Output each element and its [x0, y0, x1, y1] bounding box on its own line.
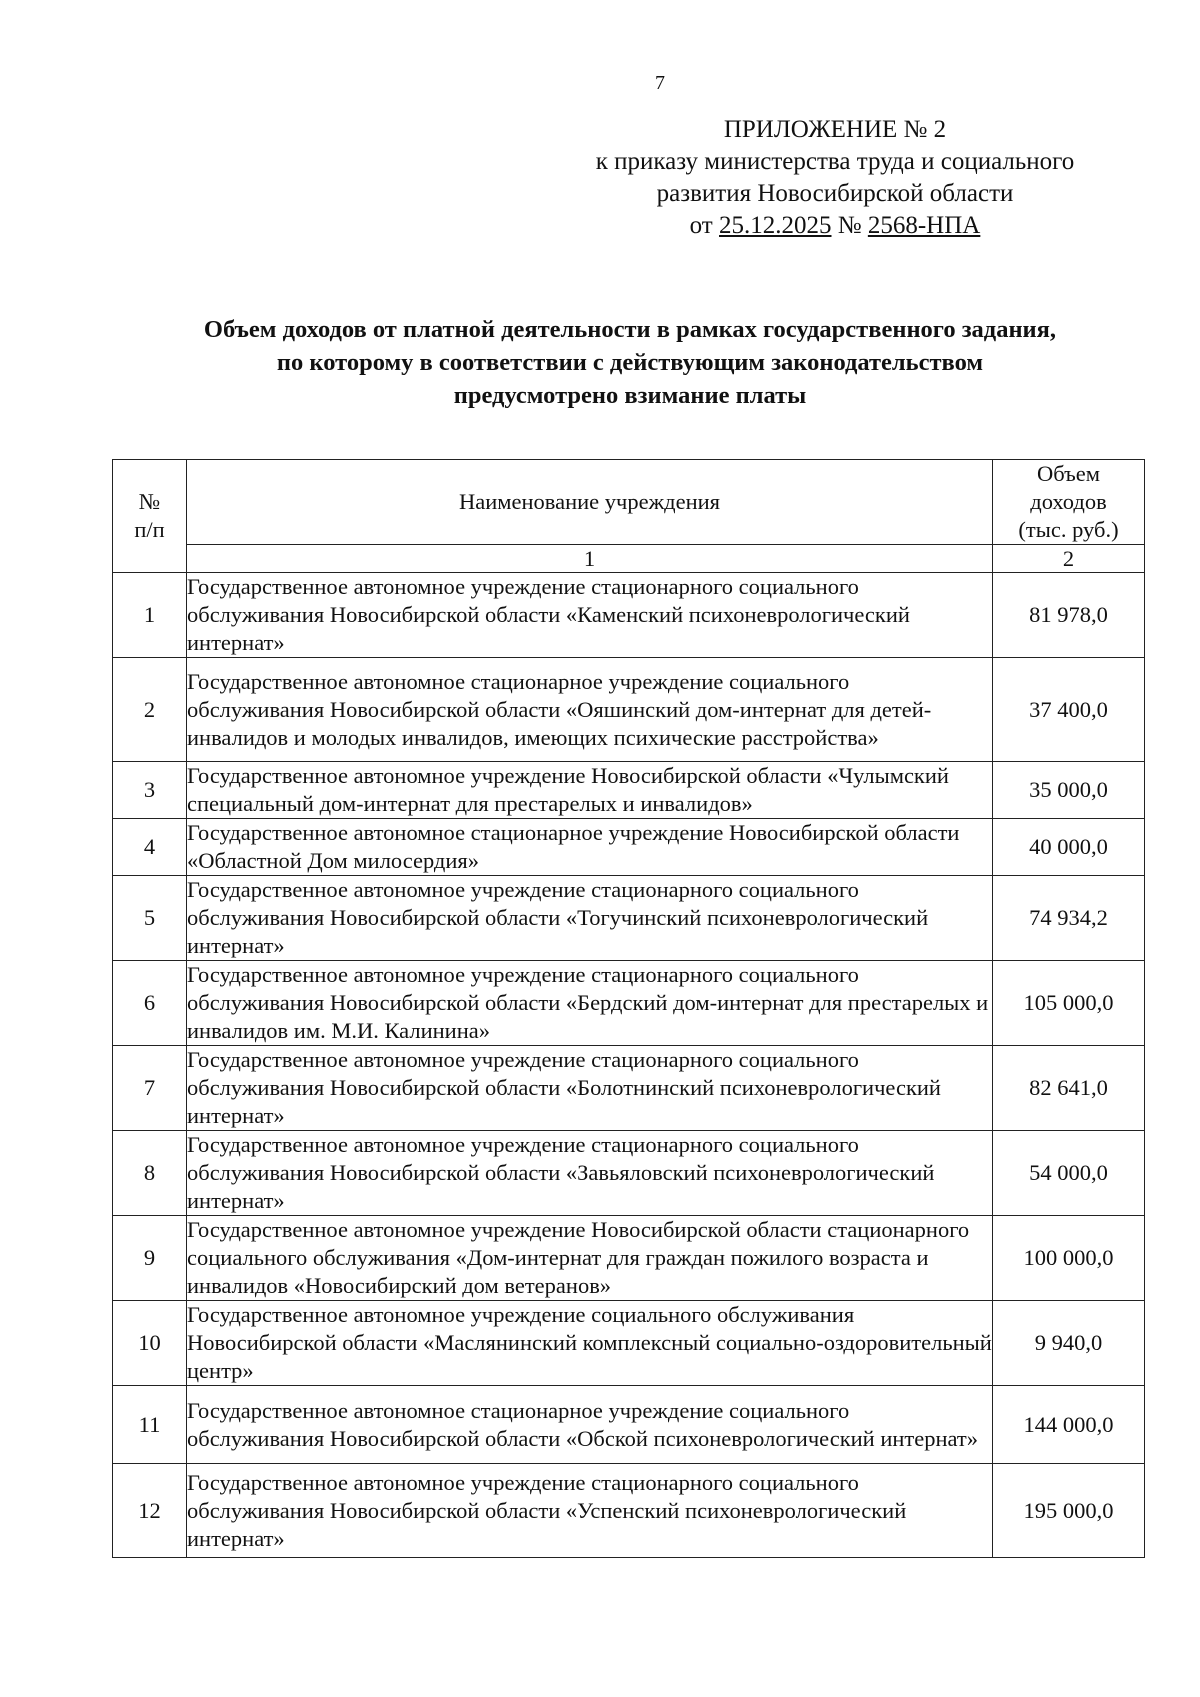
row-number: 10: [113, 1301, 187, 1386]
income-value: 195 000,0: [993, 1464, 1145, 1558]
table-row: [113, 1301, 1145, 1386]
income-value: 9 940,0: [993, 1301, 1145, 1386]
institution-name: Государственное автономное учреждение стационарного социального обслуживания Новосибирской области «Бердский дом-интернат для престарелых и инвалидов им. М.И. Калинина»: [187, 961, 993, 1046]
table-row: [113, 658, 1145, 762]
institution-name: Государственное автономное стационарное учреждение социального обслуживания Новосибирской области «Обской психоневрологический интернат»: [187, 1386, 993, 1464]
title-line-1: Объем доходов от платной деятельности в рамках государственного задания,: [203, 316, 1057, 343]
institution-name: Государственное автономное учреждение стационарного социального обслуживания Новосибирской области «Успенский психоневрологический интернат»: [187, 1464, 993, 1558]
table-row: [113, 1131, 1145, 1216]
institution-name: Государственное автономное стационарное учреждение социального обслуживания Новосибирской области «Ояшинский дом-интернат для детей-инвалидов и молодых инвалидов, имеющих психические расстройства»: [187, 658, 993, 762]
table-row: [113, 1386, 1145, 1464]
row-number: 6: [113, 961, 187, 1046]
income-value: 54 000,0: [993, 1131, 1145, 1216]
header-row: [113, 460, 1145, 545]
row-number: 11: [113, 1386, 187, 1464]
appendix-date-line: [560, 210, 1110, 242]
header-num-line-2: п/п: [134, 517, 165, 542]
income-value: 35 000,0: [993, 762, 1145, 819]
row-number: 2: [113, 658, 187, 762]
table-row: [113, 961, 1145, 1046]
institution-name: Государственное автономное учреждение стационарного социального обслуживания Новосибирской области «Каменский психоневрологический интернат»: [187, 573, 993, 658]
income-value: 100 000,0: [993, 1216, 1145, 1301]
header-value: [993, 460, 1145, 545]
header-value-line-3: (тыс. руб.): [1018, 517, 1119, 542]
table-row: [113, 573, 1145, 658]
number-sign: №: [837, 212, 862, 239]
institution-name: Государственное автономное стационарное учреждение Новосибирской области «Областной Дом милосердия»: [187, 819, 993, 876]
institution-name: Государственное автономное учреждение стационарного социального обслуживания Новосибирской области «Болотнинский психоневрологический интернат»: [187, 1046, 993, 1131]
header-num-line-1: №: [138, 489, 161, 514]
order-number: 2568-НПА: [867, 212, 981, 239]
table-body: [113, 573, 1145, 1558]
page-number: 7: [655, 72, 665, 94]
column-index-name: 1: [187, 545, 993, 573]
income-value: 105 000,0: [993, 961, 1145, 1046]
row-number: 8: [113, 1131, 187, 1216]
appendix-header: [560, 114, 1110, 242]
appendix-title: ПРИЛОЖЕНИЕ № 2: [723, 116, 947, 143]
header-name: Наименование учреждения: [187, 460, 993, 545]
table-row: [113, 1216, 1145, 1301]
title-line-2: по которому в соответствии с действующим законодательством: [276, 349, 984, 376]
income-value: 81 978,0: [993, 573, 1145, 658]
table-row: [113, 1464, 1145, 1558]
row-number: 12: [113, 1464, 187, 1558]
institution-name: Государственное автономное учреждение Новосибирской области «Чулымский специальный дом-интернат для престарелых и инвалидов»: [187, 762, 993, 819]
title-line-3: предусмотрено взимание платы: [453, 382, 807, 409]
row-number: 3: [113, 762, 187, 819]
row-number: 7: [113, 1046, 187, 1131]
table-row: [113, 1046, 1145, 1131]
table-row: [113, 876, 1145, 961]
document-title: [110, 313, 1150, 412]
income-value: 40 000,0: [993, 819, 1145, 876]
table-row: [113, 819, 1145, 876]
appendix-ministry-line: развития Новосибирской области: [656, 180, 1014, 207]
column-index-row: [113, 545, 1145, 573]
income-value: 82 641,0: [993, 1046, 1145, 1131]
row-number: 1: [113, 573, 187, 658]
institution-name: Государственное автономное учреждение стационарного социального обслуживания Новосибирской области «Завьяловский психоневрологический интернат»: [187, 1131, 993, 1216]
table-row: [113, 762, 1145, 819]
institution-name: Государственное автономное учреждение Новосибирской области стационарного социального обслуживания «Дом-интернат для граждан пожилого возраста и инвалидов «Новосибирский дом ветеранов»: [187, 1216, 993, 1301]
income-value: 37 400,0: [993, 658, 1145, 762]
institution-name: Государственное автономное учреждение стационарного социального обслуживания Новосибирской области «Тогучинский психоневрологический интернат»: [187, 876, 993, 961]
row-number: 5: [113, 876, 187, 961]
order-date: 25.12.2025: [719, 212, 832, 239]
income-value: 74 934,2: [993, 876, 1145, 961]
header-value-line-1: Объем: [1037, 461, 1100, 486]
column-index-value: 2: [993, 545, 1145, 573]
row-number: 4: [113, 819, 187, 876]
row-number: 9: [113, 1216, 187, 1301]
income-table: [112, 459, 1145, 1558]
institution-name: Государственное автономное учреждение социального обслуживания Новосибирской области «Маслянинский комплексный социально-оздоровительный центр»: [187, 1301, 993, 1386]
appendix-order-line: к приказу министерства труда и социального: [595, 148, 1075, 175]
header-num: [113, 460, 187, 573]
date-prefix: от: [689, 212, 713, 239]
income-value: 144 000,0: [993, 1386, 1145, 1464]
header-value-line-2: доходов: [1030, 489, 1107, 514]
